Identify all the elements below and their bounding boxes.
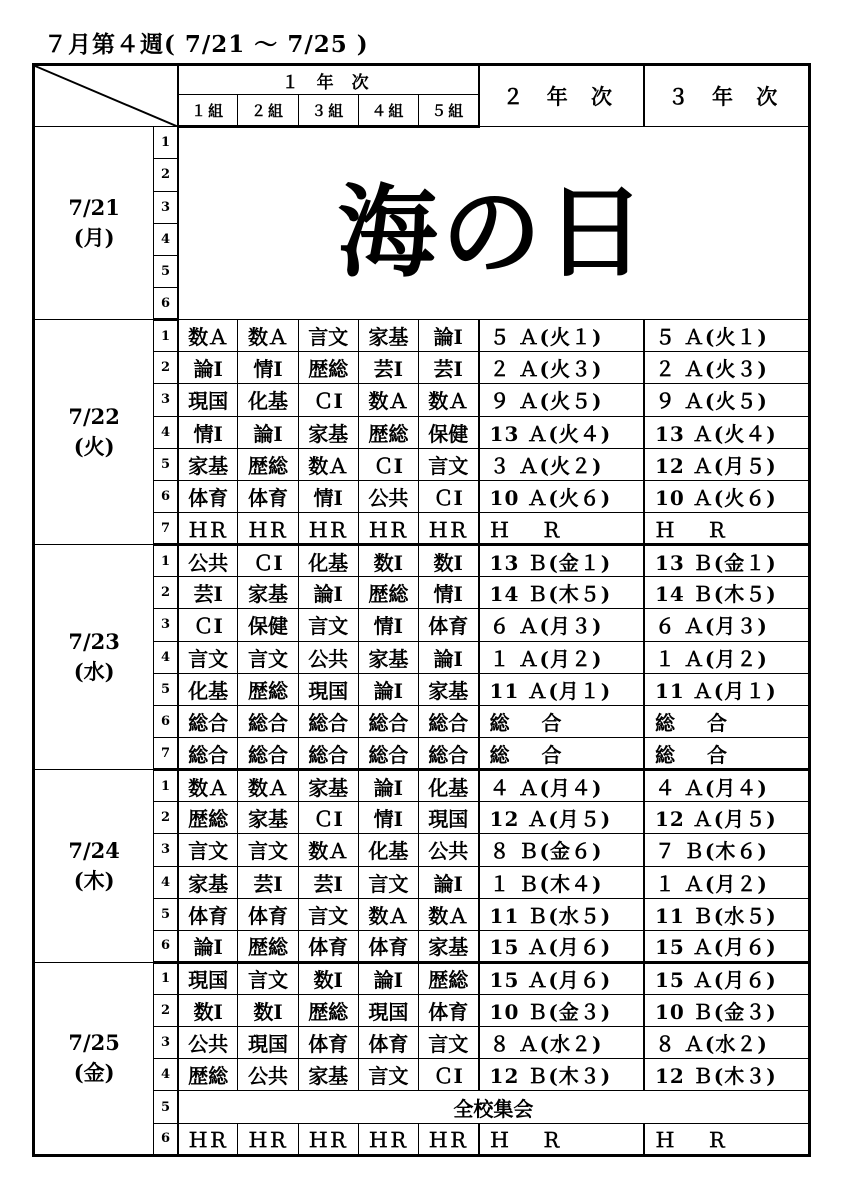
period-number: 7 xyxy=(154,512,178,544)
period-number: 4 xyxy=(154,416,178,448)
grade1-class-cell: 言文 xyxy=(238,641,298,673)
grade2-cell: 11 Ａ(月１) xyxy=(479,673,644,705)
grade1-class-cell: 公共 xyxy=(178,545,238,577)
grade1-class-cell: 保健 xyxy=(418,416,478,448)
grade1-class-cell: 歴総 xyxy=(358,577,418,609)
grade1-class-cell: 総合 xyxy=(238,705,298,737)
grade2-header: ２ 年 次 xyxy=(479,65,644,127)
timetable xyxy=(32,63,811,1157)
grade2-cell: 12 Ｂ(木３) xyxy=(479,1059,644,1091)
grade1-class-cell: 総合 xyxy=(418,737,478,769)
period-number: 4 xyxy=(154,223,178,255)
grade1-class-cell: 体育 xyxy=(358,930,418,962)
grade1-class-cell: 家基 xyxy=(298,770,358,802)
holiday-label: 海の日 xyxy=(178,127,810,320)
grade1-class-cell: 数Ａ xyxy=(178,770,238,802)
grade2-cell: 15 Ａ(月６) xyxy=(479,930,644,962)
period-number: 2 xyxy=(154,577,178,609)
grade1-class-cell: 現国 xyxy=(298,673,358,705)
period-number: 4 xyxy=(154,1059,178,1091)
diagonal-line-icon xyxy=(35,66,177,126)
grade1-class-cell: 数Ａ xyxy=(178,320,238,352)
grade1-class-cell: 化基 xyxy=(238,384,298,416)
day-cell xyxy=(34,962,154,1155)
grade1-class-cell: 数Ⅰ xyxy=(238,995,298,1027)
grade3-cell: 15 Ａ(月６) xyxy=(644,962,810,994)
table-row xyxy=(34,770,810,802)
table-row xyxy=(34,320,810,352)
corner-cell xyxy=(34,65,178,127)
grade1-class-cell: 歴総 xyxy=(298,995,358,1027)
grade1-class-cell: 現国 xyxy=(418,802,478,834)
grade1-class-cell: 言文 xyxy=(358,1059,418,1091)
period-number: 6 xyxy=(154,930,178,962)
grade1-class-cell: 芸Ⅰ xyxy=(238,866,298,898)
grade1-class-cell: 数Ⅰ xyxy=(298,962,358,994)
grade1-class-cell: 家基 xyxy=(418,930,478,962)
grade1-class-cell: 体育 xyxy=(298,930,358,962)
grade1-class-cell: 体育 xyxy=(298,1027,358,1059)
grade1-class-cell: 公共 xyxy=(418,834,478,866)
grade1-class-cell: 保健 xyxy=(238,609,298,641)
grade1-class-cell: 体育 xyxy=(238,898,298,930)
grade1-class-cell: 言文 xyxy=(178,834,238,866)
period-number: 3 xyxy=(154,191,178,223)
grade1-class-cell: 論Ⅰ xyxy=(418,866,478,898)
grade1-class-cell: 総合 xyxy=(238,737,298,769)
grade1-class-cell: 体育 xyxy=(358,1027,418,1059)
grade1-class-cell: 体育 xyxy=(178,480,238,512)
grade1-class-cell: 歴総 xyxy=(178,1059,238,1091)
class-header: ２組 xyxy=(238,95,298,127)
date-label: 7/23 xyxy=(68,629,120,655)
period-number: 3 xyxy=(154,609,178,641)
weekday-label: (水) xyxy=(73,659,115,685)
grade2-cell: 総 合 xyxy=(479,705,644,737)
date-label: 7/24 xyxy=(68,838,120,863)
grade2-cell: 14 Ｂ(木５) xyxy=(479,577,644,609)
period-number: 5 xyxy=(154,448,178,480)
period-number: 7 xyxy=(154,737,178,769)
grade1-class-cell: 数Ⅰ xyxy=(358,545,418,577)
grade1-class-cell: 家基 xyxy=(418,673,478,705)
grade1-class-cell: 論Ⅰ xyxy=(358,770,418,802)
date-label: 7/25 xyxy=(68,1030,120,1056)
day-cell xyxy=(34,320,154,545)
grade1-class-cell: 体育 xyxy=(418,609,478,641)
assembly-cell: 全校集会 xyxy=(178,1091,810,1123)
grade1-class-cell: ＣⅠ xyxy=(418,480,478,512)
period-number: 1 xyxy=(154,320,178,352)
grade1-class-cell: ＣⅠ xyxy=(298,384,358,416)
grade1-class-cell: 現国 xyxy=(178,384,238,416)
grade1-class-cell: 論Ⅰ xyxy=(238,416,298,448)
grade1-class-cell: 歴総 xyxy=(298,352,358,384)
table-row xyxy=(34,962,810,994)
grade1-class-cell: 家基 xyxy=(238,577,298,609)
grade2-cell: 総 合 xyxy=(479,737,644,769)
grade1-class-cell: 家基 xyxy=(178,448,238,480)
grade1-class-cell: 論Ⅰ xyxy=(418,641,478,673)
period-number: 6 xyxy=(154,287,178,319)
period-number: 6 xyxy=(154,1123,178,1155)
grade1-class-cell: 歴総 xyxy=(358,416,418,448)
grade1-class-cell: 化基 xyxy=(418,770,478,802)
grade3-cell: 13 Ａ(火４) xyxy=(644,416,810,448)
grade1-class-cell: 芸Ⅰ xyxy=(178,577,238,609)
grade2-cell: ６ Ａ(月３) xyxy=(479,609,644,641)
grade1-class-cell: 歴総 xyxy=(238,930,298,962)
class-header: ５組 xyxy=(418,95,478,127)
grade1-class-cell: ＨＲ xyxy=(178,1123,238,1155)
grade1-class-cell: 化基 xyxy=(298,545,358,577)
period-number: 5 xyxy=(154,1091,178,1123)
grade1-class-cell: 総合 xyxy=(298,705,358,737)
grade1-class-cell: 情Ⅰ xyxy=(358,802,418,834)
grade1-class-cell: ＨＲ xyxy=(298,512,358,544)
day-cell xyxy=(34,127,154,320)
grade3-cell: １ Ａ(月２) xyxy=(644,866,810,898)
period-number: 5 xyxy=(154,673,178,705)
grade1-class-cell: ＨＲ xyxy=(238,512,298,544)
grade1-class-cell: ＣⅠ xyxy=(418,1059,478,1091)
grade1-class-cell: 家基 xyxy=(358,320,418,352)
grade3-cell: ４ Ａ(月４) xyxy=(644,770,810,802)
grade1-class-cell: 総合 xyxy=(298,737,358,769)
grade1-class-cell: 論Ⅰ xyxy=(418,320,478,352)
date-label: 7/21 xyxy=(68,195,120,221)
period-number: 1 xyxy=(154,545,178,577)
grade3-cell: 14 Ｂ(木５) xyxy=(644,577,810,609)
period-number: 1 xyxy=(154,127,178,159)
grade1-class-cell: 論Ⅰ xyxy=(178,930,238,962)
grade2-cell: 13 Ａ(火４) xyxy=(479,416,644,448)
grade3-cell: Ｈ Ｒ xyxy=(644,1123,810,1155)
grade1-class-cell: 家基 xyxy=(178,866,238,898)
grade1-class-cell: 体育 xyxy=(238,480,298,512)
grade1-class-cell: 公共 xyxy=(178,1027,238,1059)
grade3-cell: ５ Ａ(火１) xyxy=(644,320,810,352)
table-row xyxy=(34,545,810,577)
grade3-cell: 11 Ａ(月１) xyxy=(644,673,810,705)
grade2-cell: ３ Ａ(火２) xyxy=(479,448,644,480)
grade1-class-cell: 言文 xyxy=(298,609,358,641)
grade1-class-cell: ＣⅠ xyxy=(178,609,238,641)
grade1-class-cell: 言文 xyxy=(358,866,418,898)
grade1-class-cell: 情Ⅰ xyxy=(358,609,418,641)
grade1-class-cell: 数Ａ xyxy=(358,384,418,416)
grade1-class-cell: 数Ⅰ xyxy=(178,995,238,1027)
grade2-cell: Ｈ Ｒ xyxy=(479,1123,644,1155)
grade1-class-cell: ＨＲ xyxy=(178,512,238,544)
grade3-cell: ２ Ａ(火３) xyxy=(644,352,810,384)
grade2-cell: ５ Ａ(火１) xyxy=(479,320,644,352)
grade1-class-cell: 総合 xyxy=(358,705,418,737)
grade3-cell: 12 Ａ(月５) xyxy=(644,448,810,480)
grade3-cell: 12 Ａ(月５) xyxy=(644,802,810,834)
grade1-class-cell: 公共 xyxy=(358,480,418,512)
grade1-class-cell: 総合 xyxy=(178,737,238,769)
grade1-class-cell: 家基 xyxy=(238,802,298,834)
grade1-class-cell: 論Ⅰ xyxy=(358,962,418,994)
grade1-class-cell: 情Ⅰ xyxy=(178,416,238,448)
grade1-class-cell: 数Ⅰ xyxy=(418,545,478,577)
grade2-cell: 13 Ｂ(金１) xyxy=(479,545,644,577)
grade2-cell: ４ Ａ(月４) xyxy=(479,770,644,802)
grade1-class-cell: ＣⅠ xyxy=(358,448,418,480)
grade2-cell: 12 Ａ(月５) xyxy=(479,802,644,834)
class-header: ４組 xyxy=(358,95,418,127)
period-number: 1 xyxy=(154,962,178,994)
page-title: ７月第４週( 7/21 ～ 7/25 ) xyxy=(44,31,369,58)
period-number: 2 xyxy=(154,995,178,1027)
period-number: 2 xyxy=(154,159,178,191)
day-cell xyxy=(34,770,154,963)
period-number: 4 xyxy=(154,866,178,898)
grade1-class-cell: 論Ⅰ xyxy=(298,577,358,609)
grade1-class-cell: 化基 xyxy=(178,673,238,705)
grade1-class-cell: 総合 xyxy=(418,705,478,737)
grade1-class-cell: 現国 xyxy=(178,962,238,994)
grade1-class-cell: 数Ａ xyxy=(238,770,298,802)
grade3-cell: 総 合 xyxy=(644,737,810,769)
grade1-class-cell: 論Ⅰ xyxy=(358,673,418,705)
weekday-label: (金) xyxy=(73,1060,115,1086)
grade1-class-cell: 数Ａ xyxy=(298,834,358,866)
grade1-class-cell: ＨＲ xyxy=(298,1123,358,1155)
grade1-class-cell: ＨＲ xyxy=(358,1123,418,1155)
grade1-class-cell: 歴総 xyxy=(238,448,298,480)
period-number: 1 xyxy=(154,770,178,802)
grade2-cell: ２ Ａ(火３) xyxy=(479,352,644,384)
grade3-cell: 総 合 xyxy=(644,705,810,737)
grade1-class-cell: 論Ⅰ xyxy=(178,352,238,384)
grade1-class-cell: 言文 xyxy=(238,834,298,866)
period-number: 2 xyxy=(154,802,178,834)
class-header: ３組 xyxy=(298,95,358,127)
weekday-label: (月) xyxy=(73,225,115,251)
period-number: 4 xyxy=(154,641,178,673)
grade2-cell: １ Ａ(月２) xyxy=(479,641,644,673)
grade1-class-cell: 歴総 xyxy=(418,962,478,994)
grade2-cell: 15 Ａ(月６) xyxy=(479,962,644,994)
grade1-class-cell: 家基 xyxy=(358,641,418,673)
grade1-class-cell: 情Ⅰ xyxy=(298,480,358,512)
grade1-class-cell: 芸Ⅰ xyxy=(358,352,418,384)
grade1-class-cell: 体育 xyxy=(178,898,238,930)
grade2-cell: 10 Ａ(火６) xyxy=(479,480,644,512)
grade1-class-cell: 数Ａ xyxy=(418,384,478,416)
grade3-cell: ９ Ａ(火５) xyxy=(644,384,810,416)
grade1-class-cell: 言文 xyxy=(418,1027,478,1059)
grade3-cell: ７ Ｂ(木６) xyxy=(644,834,810,866)
grade1-class-cell: 公共 xyxy=(238,1059,298,1091)
grade3-cell: Ｈ Ｒ xyxy=(644,512,810,544)
grade3-cell: 11 Ｂ(水５) xyxy=(644,898,810,930)
grade1-class-cell: 言文 xyxy=(178,641,238,673)
grade1-class-cell: 言文 xyxy=(298,898,358,930)
grade3-cell: 10 Ｂ(金３) xyxy=(644,995,810,1027)
grade1-class-cell: ＨＲ xyxy=(418,1123,478,1155)
grade2-cell: １ Ｂ(木４) xyxy=(479,866,644,898)
period-number: 5 xyxy=(154,898,178,930)
grade1-class-cell: ＣⅠ xyxy=(238,545,298,577)
grade3-header: ３ 年 次 xyxy=(644,65,810,127)
grade1-class-cell: 総合 xyxy=(358,737,418,769)
grade2-cell: ８ Ｂ(金６) xyxy=(479,834,644,866)
period-number: 6 xyxy=(154,705,178,737)
grade1-class-cell: 公共 xyxy=(298,641,358,673)
grade1-header: １ 年 次 xyxy=(178,65,479,95)
grade1-class-cell: 歴総 xyxy=(238,673,298,705)
grade1-class-cell: 体育 xyxy=(418,995,478,1027)
grade3-cell: ８ Ａ(水２) xyxy=(644,1027,810,1059)
grade2-cell: 11 Ｂ(水５) xyxy=(479,898,644,930)
weekday-label: (火) xyxy=(73,434,115,460)
grade1-class-cell: 芸Ⅰ xyxy=(298,866,358,898)
grade2-cell: 10 Ｂ(金３) xyxy=(479,995,644,1027)
period-number: 3 xyxy=(154,1027,178,1059)
grade1-class-cell: ＣⅠ xyxy=(298,802,358,834)
table-row xyxy=(34,127,810,159)
grade1-class-cell: 現国 xyxy=(238,1027,298,1059)
grade3-cell: 13 Ｂ(金１) xyxy=(644,545,810,577)
grade1-class-cell: 家基 xyxy=(298,416,358,448)
date-label: 7/22 xyxy=(68,404,120,430)
grade3-cell: 10 Ａ(火６) xyxy=(644,480,810,512)
grade1-class-cell: 言文 xyxy=(238,962,298,994)
grade1-class-cell: ＨＲ xyxy=(418,512,478,544)
period-number: 3 xyxy=(154,834,178,866)
grade3-cell: ６ Ａ(月３) xyxy=(644,609,810,641)
grade1-class-cell: 数Ａ xyxy=(298,448,358,480)
grade3-cell: 12 Ｂ(木３) xyxy=(644,1059,810,1091)
grade1-class-cell: 数Ａ xyxy=(358,898,418,930)
timetable-body xyxy=(34,65,810,1156)
grade2-cell: Ｈ Ｒ xyxy=(479,512,644,544)
grade1-class-cell: 総合 xyxy=(178,705,238,737)
grade3-cell: 15 Ａ(月６) xyxy=(644,930,810,962)
grade3-cell: １ Ａ(月２) xyxy=(644,641,810,673)
period-number: 3 xyxy=(154,384,178,416)
grade1-class-cell: 芸Ⅰ xyxy=(418,352,478,384)
grade1-class-cell: 言文 xyxy=(298,320,358,352)
grade2-cell: ９ Ａ(火５) xyxy=(479,384,644,416)
class-header: １組 xyxy=(178,95,238,127)
grade1-class-cell: 数Ａ xyxy=(238,320,298,352)
grade1-class-cell: 現国 xyxy=(358,995,418,1027)
grade1-class-cell: 家基 xyxy=(298,1059,358,1091)
day-cell xyxy=(34,545,154,770)
grade1-class-cell: 化基 xyxy=(358,834,418,866)
grade1-class-cell: ＨＲ xyxy=(238,1123,298,1155)
period-number: 6 xyxy=(154,480,178,512)
grade1-class-cell: 数Ａ xyxy=(418,898,478,930)
period-number: 5 xyxy=(154,255,178,287)
grade1-class-cell: 言文 xyxy=(418,448,478,480)
grade1-class-cell: 歴総 xyxy=(178,802,238,834)
grade2-cell: ８ Ａ(水２) xyxy=(479,1027,644,1059)
grade1-class-cell: 情Ⅰ xyxy=(418,577,478,609)
grade1-class-cell: ＨＲ xyxy=(358,512,418,544)
period-number: 2 xyxy=(154,352,178,384)
weekday-label: (木) xyxy=(73,868,115,893)
grade1-class-cell: 情Ⅰ xyxy=(238,352,298,384)
